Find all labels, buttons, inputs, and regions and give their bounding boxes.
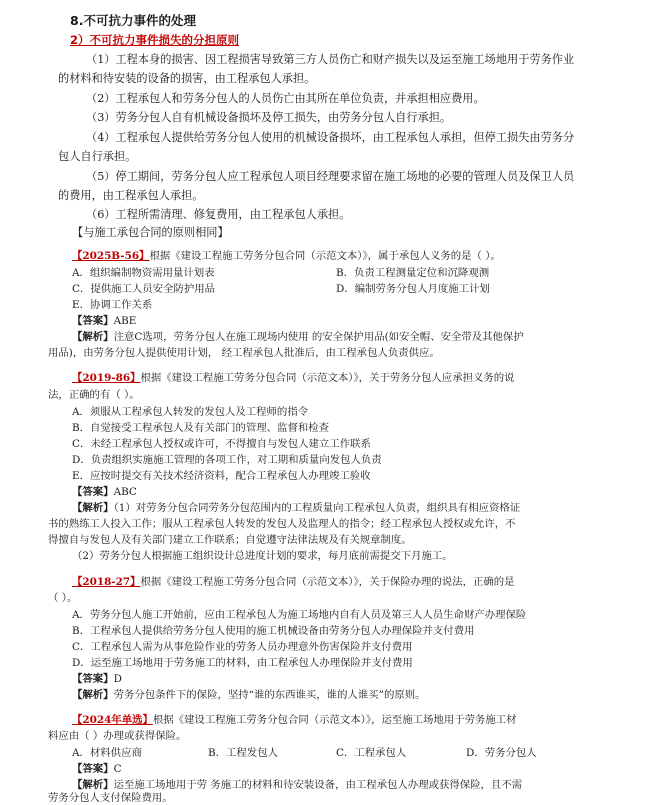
principle-5b: 的费用，由工程承包人承担。 bbox=[58, 189, 204, 202]
question-3-stem-b: （ ）。 bbox=[48, 592, 78, 604]
question-2-answer bbox=[72, 485, 137, 499]
question-1-option-b: B．负责工程测量定位和沉降观测 bbox=[336, 267, 490, 279]
question-1-stem bbox=[72, 249, 501, 263]
principle-1b: 的材料和待安装的设备的损害，由工程承包人承担。 bbox=[58, 72, 316, 85]
question-3-option-a: A．劳务分包人施工开始前，应由工程承包人为施工场地内自有人员及第三人人员生命财产办理保险 bbox=[72, 609, 527, 621]
question-2-stem-a bbox=[72, 371, 515, 385]
answer-value: D bbox=[113, 673, 122, 685]
principle-6: （6）工程所需清理、修复费用，由工程承包人承担。 bbox=[86, 208, 351, 221]
question-3-stem-a bbox=[72, 575, 515, 589]
question-4-option-c: C．工程承包人 bbox=[336, 747, 407, 759]
analysis-text: 劳务分包条件下的保险，坚持“谁的东西谁买，谁的人谁买”的原则。 bbox=[113, 689, 426, 701]
analysis-label: 【解析】 bbox=[72, 502, 114, 514]
question-3-tag: 【2018-27】 bbox=[72, 576, 141, 588]
answer-value: C bbox=[113, 763, 122, 775]
question-2-option-d: D．负责组织实施施工管理的各项工作，对工期和质量向发包人负责 bbox=[72, 454, 382, 466]
principle-1a: （1）工程本身的损害、因工程损害导致第三方人员伤亡和财产损失以及运至施工场地用于劳务作业 bbox=[86, 53, 575, 66]
answer-value: ABE bbox=[113, 315, 137, 327]
question-3-option-d: D．运至施工场地用于劳务施工的材料，由工程承包人办理保险并支付费用 bbox=[72, 657, 413, 669]
question-4-option-b: B．工程发包人 bbox=[208, 747, 278, 759]
question-4-analysis-a bbox=[72, 778, 522, 792]
question-2-tag: 【2019-86】 bbox=[72, 372, 141, 384]
question-1-analysis-a bbox=[72, 330, 524, 344]
question-2-option-a: A．须服从工程承包人转发的发包人及工程师的指令 bbox=[72, 406, 309, 418]
analysis-text: （1）对劳务分包合同劳务分包范围内的工程质量向工程承包人负责，组织具有相应资格证 bbox=[113, 502, 521, 514]
question-1-tag: 【2025B-56】 bbox=[72, 250, 150, 262]
question-1-option-c: C．提供施工人员安全防护用品 bbox=[72, 283, 216, 295]
analysis-text: 运至施工场地用于劳 务施工的材料和待安装设备，由工程承包人办理或获得保险，且不需 bbox=[113, 779, 523, 791]
question-2-option-c: C．未经工程承包人授权或许可，不得擅自与发包人建立工作联系 bbox=[72, 438, 371, 450]
analysis-label: 【解析】 bbox=[72, 331, 114, 343]
question-3-text: 根据《建设工程施工劳务分包合同（示范文本）》，关于保险办理的说法，正确的是 bbox=[140, 576, 515, 588]
question-1-analysis-b: 用品)，由劳务分包人提供使用计划， 经工程承包人批准后，由工程承包人负责供应。 bbox=[48, 347, 440, 359]
question-3-option-b: B．工程承包人提供给劳务分包人使用的施工机械设备由劳务分包人办理保险并支付费用 bbox=[72, 625, 475, 637]
question-4-stem-b: 料应由（ ）办理或获得保险。 bbox=[48, 730, 187, 742]
principle-4b: 包人自行承担。 bbox=[58, 150, 137, 163]
question-4-tag: 【2024年单选】 bbox=[72, 714, 153, 726]
question-1-option-e: E．协调工作关系 bbox=[72, 299, 153, 311]
subsection-title: 2）不可抗力事件损失的分担原则 bbox=[70, 33, 239, 47]
answer-label: 【答案】 bbox=[72, 763, 114, 775]
question-1-answer bbox=[72, 314, 136, 328]
question-4-option-a: A．材料供应商 bbox=[72, 747, 142, 759]
question-4-option-d: D．劳务分包人 bbox=[466, 747, 537, 759]
question-2-text: 根据《建设工程施工劳务分包合同（示范文本）》，关于劳务分包人应承担义务的说 bbox=[140, 372, 515, 384]
question-2-option-b: B．自觉接受工程承包人及有关部门的管理、监督和检查 bbox=[72, 422, 330, 434]
question-4-text: 根据《建设工程施工劳务分包合同（示范文本）》，运至施工场地用于劳务施工材 bbox=[152, 714, 517, 726]
question-1-text: 根据《建设工程施工劳务分包合同（示范文本）》，属于承包人义务的是（ ）。 bbox=[149, 250, 501, 262]
section-title: 8.不可抗力事件的处理 bbox=[70, 13, 196, 28]
question-4-answer bbox=[72, 762, 122, 776]
answer-value: ABC bbox=[113, 486, 137, 498]
question-3-answer bbox=[72, 672, 122, 686]
question-4-stem-a bbox=[72, 713, 517, 727]
question-1-option-d: D．编制劳务分包人月度施工计划 bbox=[336, 283, 490, 295]
principle-2: （2）工程承包人和劳务分包人的人员伤亡由其所在单位负责，并承担相应费用。 bbox=[86, 92, 485, 105]
analysis-label: 【解析】 bbox=[72, 779, 114, 791]
question-2-analysis-c: 得擅自与发包人及有关部门建立工作联系；自觉遵守法律法规及有关规章制度。 bbox=[48, 534, 412, 546]
question-4-analysis-b: 劳务分包人支付保险费用。 bbox=[48, 792, 173, 804]
answer-label: 【答案】 bbox=[72, 315, 114, 327]
answer-label: 【答案】 bbox=[72, 486, 114, 498]
question-1-option-a: A．组织编制物资需用量计划表 bbox=[72, 267, 215, 279]
question-2-option-e: E．应按时提交有关技术经济资料，配合工程承包人办理竣工验收 bbox=[72, 470, 371, 482]
principle-5a: （5）停工期间，劳务分包人应工程承包人项目经理要求留在施工场地的必要的管理人员及保卫人员 bbox=[86, 170, 575, 183]
question-2-analysis-b: 书的熟练工人投入工作；服从工程承包人转发的发包人及监理人的指令；经工程承包人授权或允许，不 bbox=[48, 518, 516, 530]
question-2-analysis-d: （2）劳务分包人根据施工组织设计总进度计划的要求，每月底前需提交下月施工。 bbox=[72, 550, 453, 562]
question-2-analysis-a bbox=[72, 501, 520, 515]
principle-4a: （4）工程承包人提供给劳务分包人使用的机械设备损坏，由工程承包人承担，但停工损失由劳务分 bbox=[86, 131, 575, 144]
analysis-text: 注意C选项，劳务分包人在施工现场内使用 的安全保护用品(如安全帽、安全带及其他保护 bbox=[113, 331, 524, 343]
analysis-label: 【解析】 bbox=[72, 689, 114, 701]
answer-label: 【答案】 bbox=[72, 673, 114, 685]
principle-3: （3）劳务分包人自有机械设备损坏及停工损失，由劳务分包人自行承担。 bbox=[86, 111, 452, 124]
principle-note: 【与施工承包合同的原则相同】 bbox=[72, 226, 229, 239]
question-3-option-c: C．工程承包人需为从事危险作业的劳务人员办理意外伤害保险并支付费用 bbox=[72, 641, 413, 653]
question-2-stem-b: 法，正确的有（ ）。 bbox=[48, 389, 140, 401]
question-3-analysis bbox=[72, 688, 426, 702]
